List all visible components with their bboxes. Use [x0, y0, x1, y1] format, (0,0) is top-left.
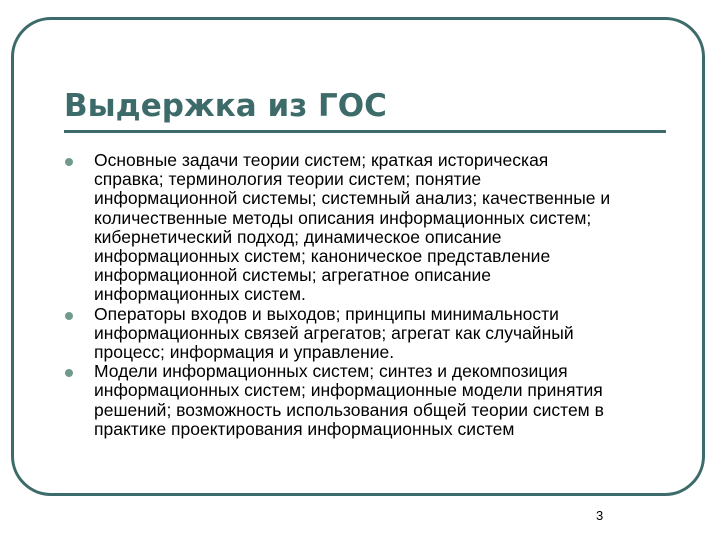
bullet-text: Модели информационных систем; синтез и декомпозиция информационных систем; информационные модели принятия решений; возможность использования общей теории систем в практике проектирования информационных систем	[94, 361, 604, 439]
bullet-text: Операторы входов и выходов; принципы минимальности информационных связей агрегатов; агрегат как случайный процесс; информация и управление.	[94, 303, 574, 363]
bullet-item	[64, 362, 694, 439]
bullet-dot-icon	[65, 158, 73, 166]
bullet-item	[64, 305, 694, 363]
title-underline	[64, 130, 666, 133]
page-number: 3	[596, 508, 604, 523]
bullet-dot-icon	[65, 312, 73, 320]
bullet-list	[64, 151, 694, 439]
bullet-item	[64, 151, 694, 305]
bullet-text: Основные задачи теории систем; краткая историческая справка; терминология теории систем; понятие информационной системы; системный анализ; качественные и количественные методы описания информационных систем; кибернетический подход; динамическое описание информационных систем; каноническое представление информационной системы; агрегатное описание информационных систем.	[94, 150, 611, 305]
slide-title: Выдержка из ГОС	[64, 88, 387, 124]
bullet-dot-icon	[65, 369, 73, 377]
